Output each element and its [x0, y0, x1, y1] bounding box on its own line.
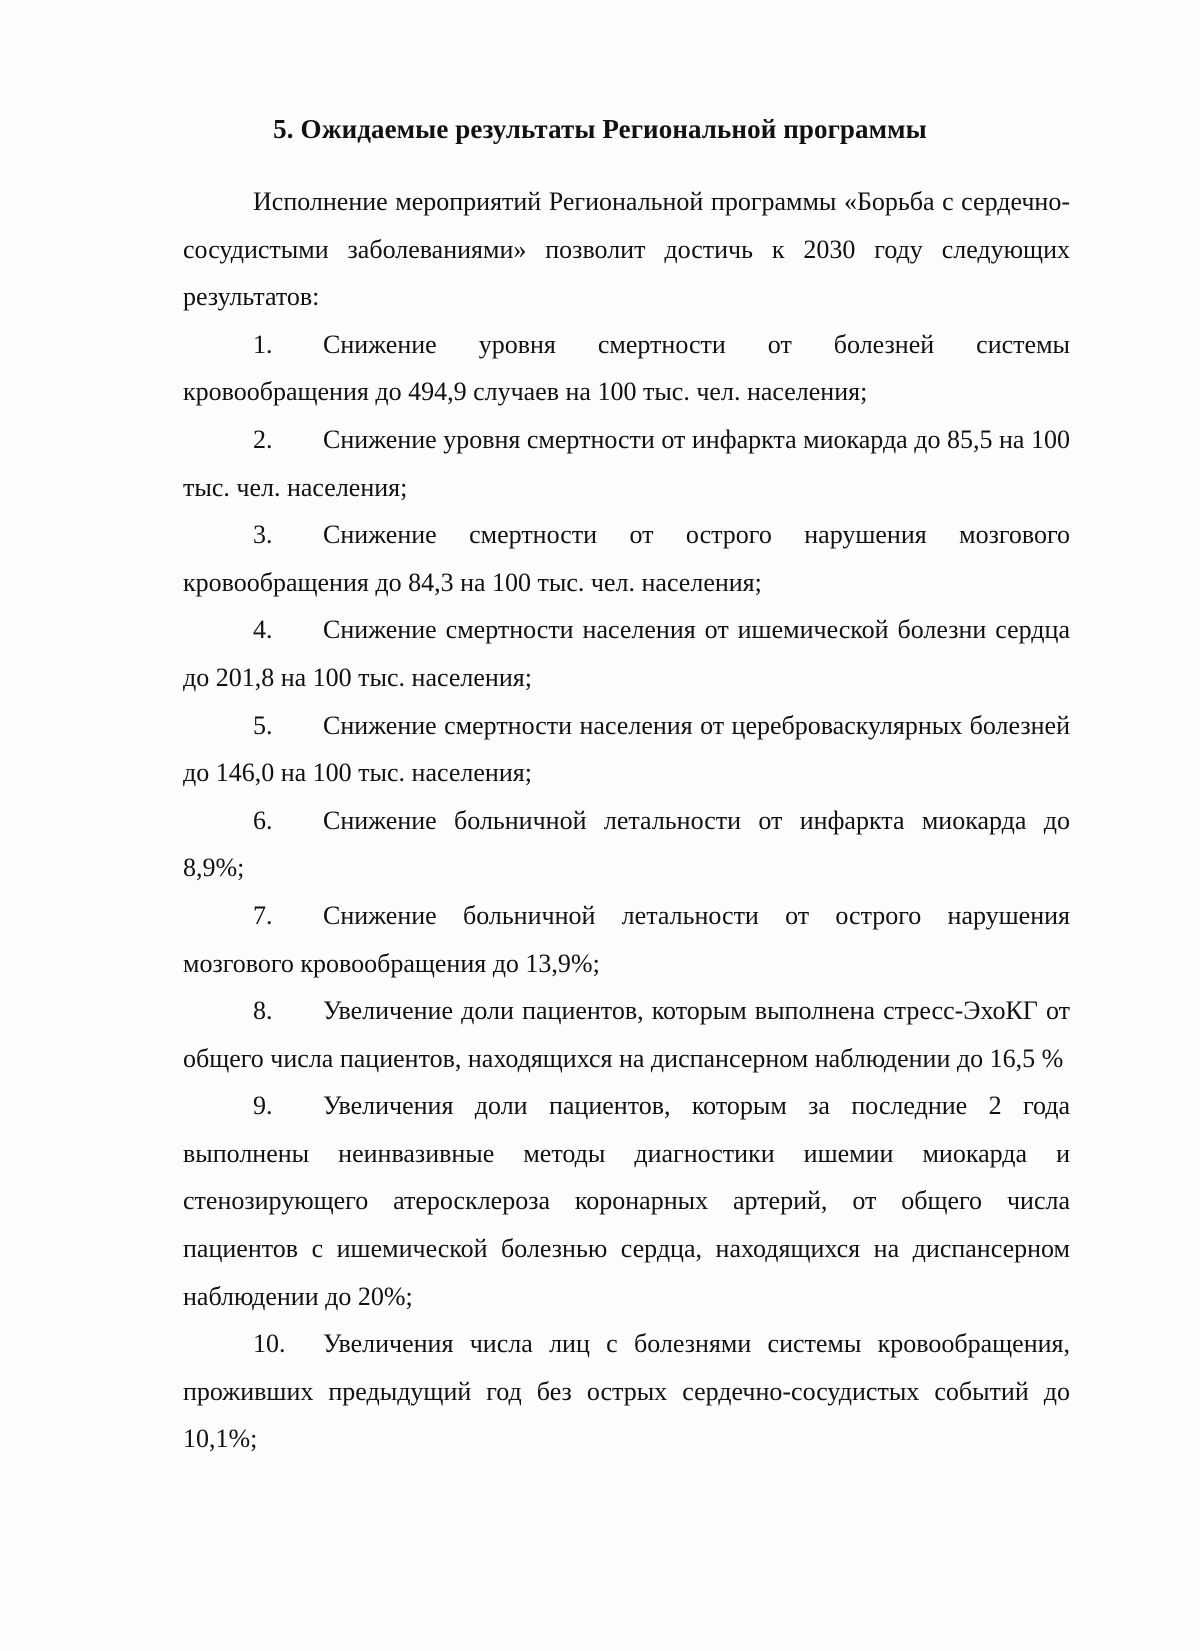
item-number: 9.: [253, 1091, 273, 1121]
section-heading: 5. Ожидаемые результаты Региональной программы: [273, 114, 927, 144]
item-number: 2.: [253, 424, 273, 454]
item-number: 8.: [253, 996, 273, 1026]
intro-paragraph: Исполнение мероприятий Региональной программы «Борьба с сердечно-сосудистыми заболеваниями» позволит достичь к 2030 году следующих результатов:: [183, 187, 1070, 312]
item-text: Снижение уровня смертности от болезней системы кровообращения до 494,9 случаев на 100 тыс. чел. населения;: [183, 329, 1070, 407]
list-item: [183, 606, 1070, 701]
item-number: 5.: [253, 710, 273, 740]
list-item: [183, 987, 1070, 1082]
list-item: [183, 702, 1070, 797]
item-number: 1.: [253, 329, 273, 359]
list-item: [183, 1320, 1070, 1463]
item-text: Снижение смертности населения от цереброваскулярных болезней до 146,0 на 100 тыс. населения;: [183, 710, 1070, 788]
item-number: 6.: [253, 805, 273, 835]
item-text: Снижение больничной летальности от острого нарушения мозгового кровообращения до 13,9%;: [183, 900, 1070, 978]
item-text: Увеличения доли пациентов, которым за последние 2 года выполнены неинвазивные методы диагностики ишемии миокарда и стенозирующего атеросклероза коронарных артерий, от общего числа пациентов с ишемической болезнью сердца, находящихся на диспансерном наблюдении до 20%;: [183, 1091, 1070, 1311]
list-item: [183, 1082, 1070, 1320]
item-number: 3.: [253, 520, 273, 550]
item-text: Снижение уровня смертности от инфаркта миокарда до 85,5 на 100 тыс. чел. населения;: [183, 424, 1070, 502]
item-text: Увеличение доли пациентов, которым выполнена стресс-ЭхоКГ от общего числа пациентов, находящихся на диспансерном наблюдении до 16,5 %: [183, 996, 1070, 1073]
item-text: Снижение смертности населения от ишемической болезни сердца до 201,8 на 100 тыс. населения;: [183, 615, 1070, 692]
item-number: 10.: [253, 1329, 286, 1359]
list-item: [183, 892, 1070, 987]
list-item: [183, 797, 1070, 892]
item-number: 7.: [253, 900, 273, 930]
item-text: Снижение смертности от острого нарушения мозгового кровообращения до 84,3 на 100 тыс. чел. населения;: [183, 520, 1070, 597]
document-body: [183, 178, 1070, 1463]
item-text: Увеличения числа лиц с болезнями системы кровообращения, проживших предыдущий год без острых сердечно-сосудистых событий до 10,1%;: [183, 1329, 1070, 1454]
item-number: 4.: [253, 615, 273, 645]
list-item: [183, 511, 1070, 606]
list-item: [183, 321, 1070, 416]
list-item: [183, 416, 1070, 511]
item-text: Снижение больничной летальности от инфаркта миокарда до 8,9%;: [183, 805, 1070, 883]
